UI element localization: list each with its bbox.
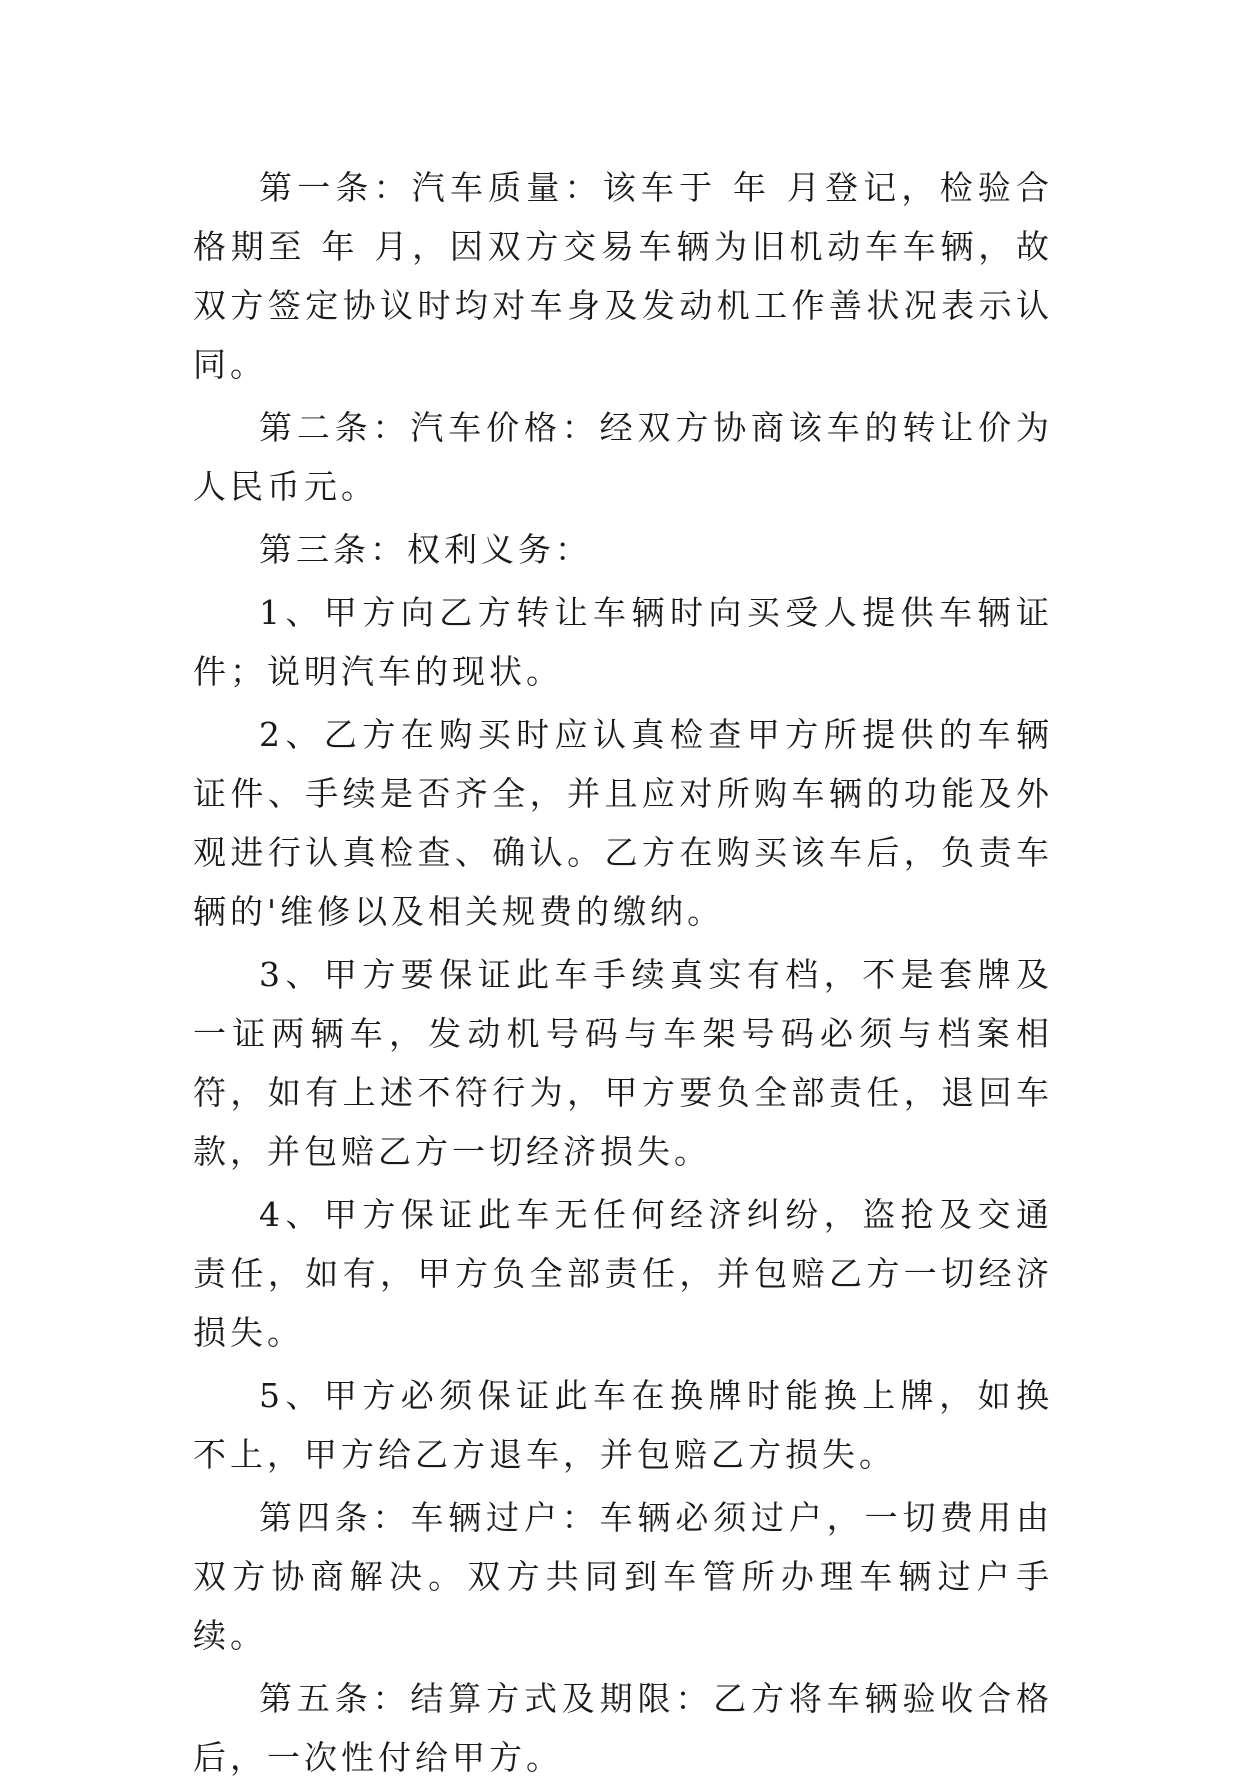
clause-4: 4、甲方保证此车无任何经济纠纷，盗抢及交通责任，如有，甲方负全部责任，并包赔乙方一切经济损失。 — [193, 1195, 1053, 1352]
article-3-rights-heading: 第三条：权利义务： — [259, 530, 592, 569]
article-5-settlement: 第五条：结算方式及期限：乙方将车辆验收合格后，一次性付给甲方。 — [193, 1679, 1053, 1777]
article-1-quality: 第一条：汽车质量：该车于 年 月登记，检验合格期至 年 月，因双方交易车辆为旧机动车车辆，故双方签定协议时均对车身及发动机工作善状况表示认同。 — [193, 168, 1053, 384]
clause-5: 5、甲方必须保证此车在换牌时能换上牌，如换不上，甲方给乙方退车，并包赔乙方损失。 — [193, 1376, 1053, 1474]
clause-3: 3、甲方要保证此车手续真实有档，不是套牌及一证两辆车，发动机号码与车架号码必须与档案相符，如有上述不符行为，甲方要负全部责任，退回车款，并包赔乙方一切经济损失。 — [193, 955, 1053, 1171]
article-2-price: 第二条：汽车价格：经双方协商该车的转让价为人民币元。 — [193, 408, 1053, 506]
document-page — [193, 158, 1053, 1791]
clause-1: 1、甲方向乙方转让车辆时向买受人提供车辆证件；说明汽车的现状。 — [193, 593, 1053, 691]
article-4-transfer: 第四条：车辆过户：车辆必须过户，一切费用由双方协商解决。双方共同到车管所办理车辆过户手续。 — [193, 1498, 1053, 1655]
clause-2: 2、乙方在购买时应认真检查甲方所提供的车辆证件、手续是否齐全，并且应对所购车辆的功能及外观进行认真检查、确认。乙方在购买该车后，负责车辆的'维修以及相关规费的缴纳。 — [193, 715, 1053, 931]
